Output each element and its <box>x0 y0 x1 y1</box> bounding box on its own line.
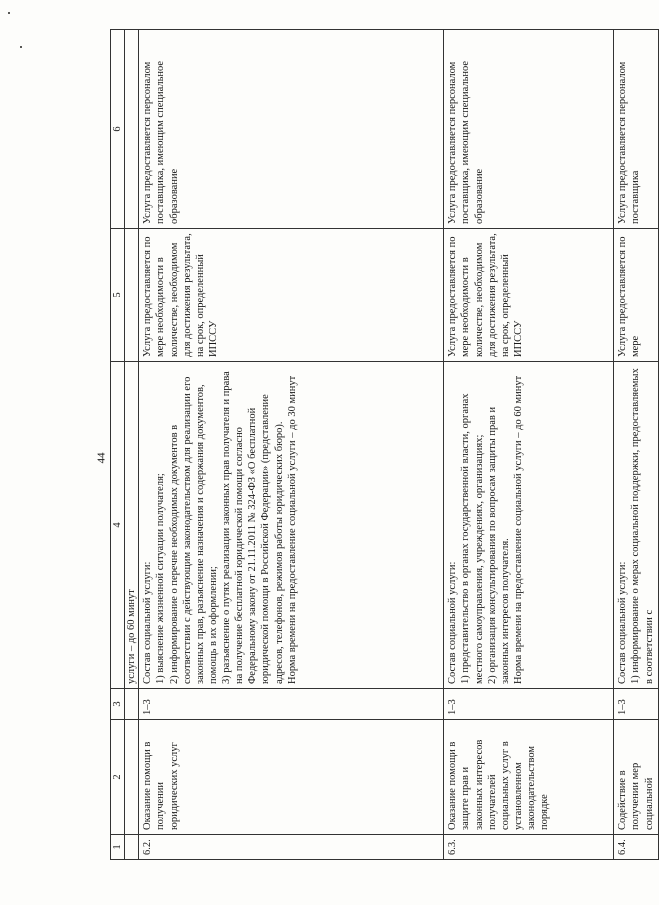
service-term: 1–3 <box>614 689 659 720</box>
service-condition: Услуга предоставляется по мере необходимости в количестве, необходимом для достижения результата, на срок, определенный ИПССУ <box>444 229 614 362</box>
service-term: 1–3 <box>139 689 444 720</box>
content-line: 2) организация консультирования по вопросам защиты прав и законных интересов получателя. <box>486 406 511 684</box>
service-provider: Услуга предоставляется персоналом поставщика, имеющим специальное образование <box>444 30 614 229</box>
table-cell <box>125 720 139 835</box>
table-cell <box>125 835 139 860</box>
table-cell <box>125 689 139 720</box>
header-col-1: 1 <box>111 835 125 860</box>
table-cell <box>125 229 139 362</box>
carry-over-row <box>125 30 139 860</box>
header-col-6: 6 <box>111 30 125 229</box>
table-row <box>614 30 659 860</box>
table-row <box>139 30 444 860</box>
row-number: 6.3. <box>444 835 614 860</box>
scan-speck <box>8 12 10 14</box>
content-line: 1) информирование о мерах социальной поддержки, предоставляемых в соответствии с <box>630 368 655 684</box>
content-line: 3) разъяснение о путях реализации законных прав получателя и права на получение бесплатной юридической помощи согласно Федеральному закону от 21.11.2011 № 324-ФЗ «О бесплатной юридической помощи в Российской Федерации» (представление адресов, телефонов, режимов работы юридических бюро). <box>221 371 285 684</box>
service-content <box>444 362 614 689</box>
row-number: 6.4. <box>614 835 659 860</box>
content-line: Норма времени на предоставление социальной услуги – до 60 минут <box>512 375 524 684</box>
service-content <box>139 362 444 689</box>
content-line: 1) выяснение жизненной ситуации получателя; <box>155 473 167 684</box>
content-line: Состав социальной услуги: <box>142 561 154 684</box>
service-content <box>614 362 659 689</box>
service-provider: Услуга предоставляется персоналом поставщика <box>614 30 659 229</box>
table-rotation-frame <box>110 60 655 860</box>
service-name: Оказание помощи в защите прав и законных интересов получателей социальных услуг в установленном законодательством порядке <box>444 720 614 835</box>
content-line: Состав социальной услуги: <box>447 561 459 684</box>
services-table <box>110 29 659 860</box>
carry-over-text: услуги – до 60 минут <box>125 362 139 689</box>
content-line: Состав социальной услуги: <box>617 561 629 684</box>
page-number: 44 <box>95 452 108 464</box>
row-number: 6.2. <box>139 835 444 860</box>
header-col-2: 2 <box>111 720 125 835</box>
content-line: Норма времени на предоставление социальной услуги – до 30 минут <box>286 375 298 684</box>
service-condition: Услуга предоставляется по мере необходимости в количестве, необходимом для достижения результата, на срок, определенный ИПССУ <box>139 229 444 362</box>
header-col-5: 5 <box>111 229 125 362</box>
table-cell <box>125 30 139 229</box>
service-provider: Услуга предоставляется персоналом поставщика, имеющим специальное образование <box>139 30 444 229</box>
header-col-4: 4 <box>111 362 125 689</box>
header-row <box>111 30 125 860</box>
table-wrapper <box>110 60 655 860</box>
content-line: 1) представительство в органах государственной власти, органах местного самоуправления, учреждениях, организациях; <box>460 393 485 684</box>
service-name: Содействие в получении мер социальной <box>614 720 659 835</box>
service-name: Оказание помощи в получении юридических услуг <box>139 720 444 835</box>
content-line: 2) информирование о перечне необходимых документов в соответствии с действующим законодательством для реализации его законных прав, разъяснение назначения и содержания документов, помощь в их оформлении; <box>168 376 219 684</box>
scan-speck <box>20 46 22 48</box>
service-term: 1–3 <box>444 689 614 720</box>
service-condition: Услуга предоставляется по мере <box>614 229 659 362</box>
table-row <box>444 30 614 860</box>
header-col-3: 3 <box>111 689 125 720</box>
